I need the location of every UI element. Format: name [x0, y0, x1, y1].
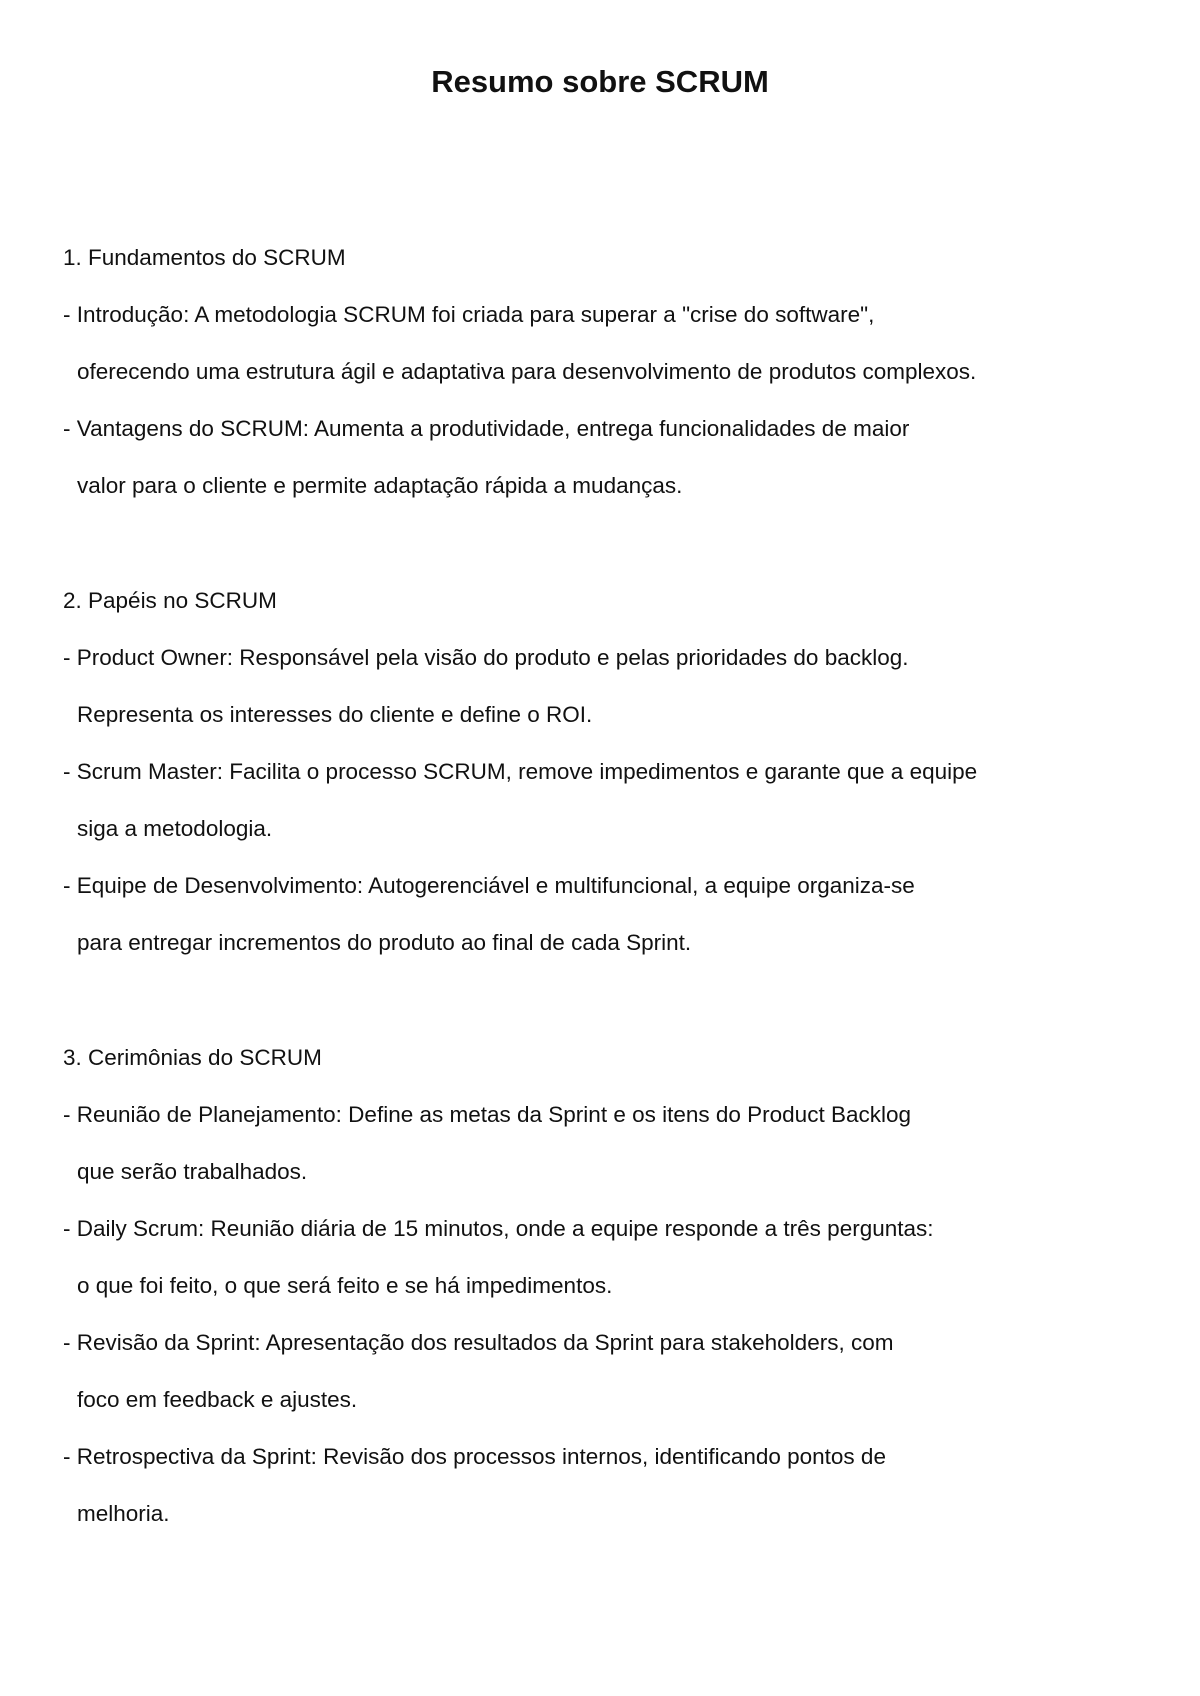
bullet-continuation-line: oferecendo uma estrutura ágil e adaptativa para desenvolvimento de produtos complexos. — [77, 359, 977, 384]
bullet-line: - Retrospectiva da Sprint: Revisão dos processos internos, identificando pontos de — [63, 1444, 886, 1469]
bullet-continuation-line: melhoria. — [77, 1501, 170, 1526]
bullet-line: - Revisão da Sprint: Apresentação dos resultados da Sprint para stakeholders, com — [63, 1330, 894, 1355]
bullet-continuation-line: que serão trabalhados. — [77, 1159, 308, 1184]
bullet-line: - Reunião de Planejamento: Define as metas da Sprint e os itens do Product Backlog — [63, 1102, 911, 1127]
bullet-continuation-line: foco em feedback e ajustes. — [77, 1387, 358, 1412]
section-heading: 1. Fundamentos do SCRUM — [63, 245, 346, 270]
section-heading: 2. Papéis no SCRUM — [63, 588, 277, 613]
bullet-line: - Vantagens do SCRUM: Aumenta a produtividade, entrega funcionalidades de maior — [63, 416, 910, 441]
bullet-line: - Equipe de Desenvolvimento: Autogerenciável e multifuncional, a equipe organiza-se — [63, 873, 915, 898]
bullet-continuation-line: o que foi feito, o que será feito e se há impedimentos. — [77, 1273, 613, 1298]
bullet-continuation-line: Representa os interesses do cliente e define o ROI. — [77, 702, 593, 727]
bullet-line: - Daily Scrum: Reunião diária de 15 minutos, onde a equipe responde a três perguntas: — [63, 1216, 934, 1241]
bullet-line: - Introdução: A metodologia SCRUM foi criada para superar a "crise do software", — [63, 302, 875, 327]
document-title: Resumo sobre SCRUM — [431, 64, 769, 99]
bullet-line: - Product Owner: Responsável pela visão do produto e pelas prioridades do backlog. — [63, 645, 909, 670]
bullet-continuation-line: siga a metodologia. — [77, 816, 273, 841]
bullet-line: - Scrum Master: Facilita o processo SCRUM, remove impedimentos e garante que a equipe — [63, 759, 978, 784]
bullet-continuation-line: para entregar incrementos do produto ao final de cada Sprint. — [77, 930, 692, 955]
bullet-continuation-line: valor para o cliente e permite adaptação rápida a mudanças. — [77, 473, 683, 498]
section-heading: 3. Cerimônias do SCRUM — [63, 1045, 322, 1070]
